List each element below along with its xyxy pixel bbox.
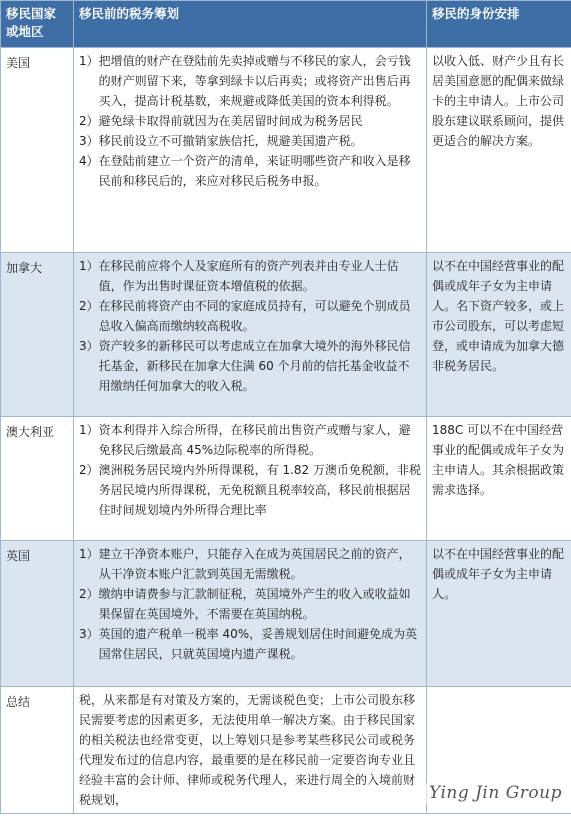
identity-cell: 以不在中国经营事业的配偶或成年子女为主申请人。 bbox=[427, 541, 571, 687]
item-text: 在移民前应将个人及家庭所有的资产列表并由专业人士估值，作为出售时课征资本增值税的依据。 bbox=[98, 259, 399, 293]
identity-cell: 188C 可以不在中国经营事业的配偶或成年子女为主申请人。其余根据政策需求选择。 bbox=[427, 417, 571, 541]
summary-text: 税，从来都是有对策及方案的，无需谈税色变；上市公司股东移民需要考虑的因素更多，无法使用单一解决方案。由于移民国家的相关税法也经常变更，以上筹划只是参考某些移民公司或税务代理发布过的信息内容，最重要的是在移民前一定要咨询专业且经验丰富的会计师、律师或税务代理人，来进行周全的入境前财税规划， bbox=[74, 687, 427, 814]
region-cell: 英国 bbox=[1, 541, 74, 687]
item-number: 1） bbox=[79, 259, 99, 273]
item-number: 2） bbox=[79, 299, 99, 313]
item-number: 1） bbox=[79, 423, 99, 437]
list-item bbox=[79, 151, 421, 191]
summary-label: 总结 bbox=[1, 687, 74, 814]
item-number: 3） bbox=[79, 134, 99, 148]
list-item bbox=[79, 460, 421, 520]
table-header-row bbox=[1, 1, 571, 48]
identity-cell: 以不在中国经营事业的配偶或成年子女为主申请人。名下资产较多，或上市公司股东，可以考虑短登，或申请成为加拿大德非税务居民。 bbox=[427, 253, 571, 417]
list-item bbox=[79, 51, 421, 111]
item-number: 4） bbox=[79, 154, 99, 168]
header-tax: 移民前的税务筹划 bbox=[74, 1, 427, 48]
item-number: 3） bbox=[79, 627, 99, 641]
watermark-logo: Ying Jin Group bbox=[426, 783, 565, 803]
list-item bbox=[79, 420, 421, 460]
item-number: 2） bbox=[79, 114, 99, 128]
tax-cell bbox=[74, 48, 427, 253]
list-item bbox=[79, 256, 421, 296]
item-text: 资本利得并入综合所得，在移民前出售资产或赠与家人，避免移民后缴最高 45%边际税率的所得税。 bbox=[98, 423, 411, 457]
list-item bbox=[79, 584, 421, 624]
item-number: 1） bbox=[79, 547, 99, 561]
tax-cell bbox=[74, 253, 427, 417]
item-number: 2） bbox=[79, 463, 99, 477]
header-region: 移民国家或地区 bbox=[1, 1, 74, 48]
item-text: 澳洲税务居民境内外所得课税，有 1.82 万澳币免税额，非税务居民境内所得课税，无免税额且税率较高，移民前根据居住时间规划境内外所得合理比率 bbox=[98, 463, 421, 517]
item-number: 1） bbox=[79, 54, 99, 68]
identity-cell: 以收入低、财产少且有长居美国意愿的配偶来做绿卡的主申请人。上市公司股东建议联系顾问，提供更适合的解决方案。 bbox=[427, 48, 571, 253]
list-item bbox=[79, 336, 421, 396]
tax-cell bbox=[74, 541, 427, 687]
item-text: 在移民前将资产由不同的家庭成员持有，可以避免个别成员总收入偏高而缴纳较高税收。 bbox=[98, 299, 411, 333]
table-row bbox=[1, 48, 571, 253]
region-cell: 加拿大 bbox=[1, 253, 74, 417]
list-item bbox=[79, 296, 421, 336]
tax-cell bbox=[74, 417, 427, 541]
list-item bbox=[79, 131, 421, 151]
item-text: 缴纳申请费参与汇款制征税，英国境外产生的收入或收益如果保留在英国境外，不需要在英国纳税。 bbox=[98, 587, 411, 621]
item-number: 2） bbox=[79, 587, 99, 601]
item-text: 移民前设立不可撤销家族信托，规避美国遗产税。 bbox=[98, 134, 363, 148]
table-row bbox=[1, 417, 571, 541]
item-text: 资产较多的新移民可以考虑成立在加拿大境外的海外移民信托基金，新移民在加拿大住满 60 个月前的信托基金收益不用缴纳任何加拿大的收入税。 bbox=[98, 339, 411, 393]
list-item bbox=[79, 544, 421, 584]
region-cell: 美国 bbox=[1, 48, 74, 253]
item-text: 建立干净资本账户，只能存入在成为英国居民之前的资产， 从干净资本账户汇款到英国无需缴税。 bbox=[98, 547, 411, 581]
header-identity: 移民的身份安排 bbox=[427, 1, 571, 48]
item-text: 避免绿卡取得前就因为在美居留时间成为税务居民 bbox=[98, 114, 363, 128]
list-item bbox=[79, 624, 421, 664]
region-cell: 澳大利亚 bbox=[1, 417, 74, 541]
item-text: 英国的遗产税单一税率 40%，妥善规划居住时间避免成为英国常住居民，只就英国境内遗产课税。 bbox=[98, 627, 418, 661]
table-row bbox=[1, 253, 571, 417]
item-text: 在登陆前建立一个资产的清单，来证明哪些资产和收入是移民前和移民后的，来应对移民后税务申报。 bbox=[98, 154, 411, 188]
list-item bbox=[79, 111, 421, 131]
table-row bbox=[1, 541, 571, 687]
item-number: 3） bbox=[79, 339, 99, 353]
item-text: 把增值的财产在登陆前先卖掉或赠与不移民的家人，会亏钱的财产则留下来，等拿到绿卡以后再卖；或将资产出售后再买入，提高计税基数，来规避或降低美国的资本利得税。 bbox=[98, 54, 411, 108]
